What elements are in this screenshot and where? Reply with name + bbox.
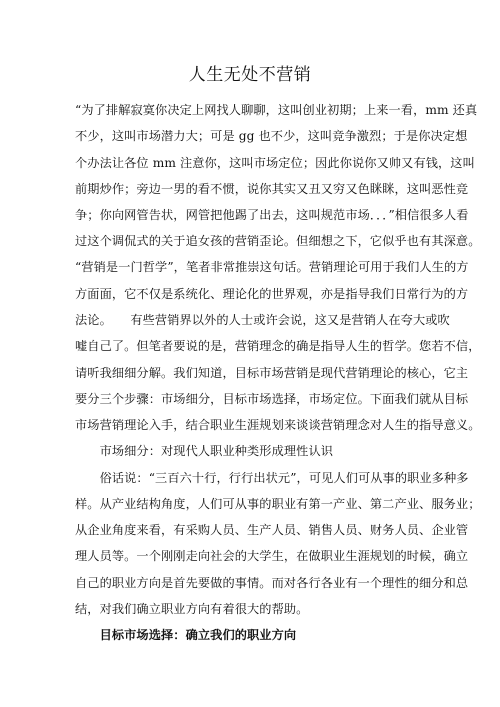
document-title: 人生无处不营销 — [188, 65, 312, 85]
paragraph-line: “营销是一门哲学”，笔者非常推崇这句话。营销理论可用于我们人生的方 — [75, 260, 469, 274]
paragraph-line: 自己的职业方向是首先要做的事情。而对各行各业有一个理性的细分和总 — [75, 576, 469, 590]
paragraph-line: 理人员等。一个刚刚走向社会的大学生，在做职业生涯规划的时候，确立 — [75, 549, 469, 563]
paragraph-line: 要分三个步骤：市场细分，目标市场选择，市场定位。下面我们就从目标 — [75, 392, 469, 406]
paragraph-line: 俗话说：“三百六十行，行行出状元”，可见人们可从事的职业多种多 — [75, 471, 469, 485]
paragraph-line: 过这个调侃式的关于追女孩的营销歪论。但细想之下，它似乎也有其深意。 — [75, 234, 481, 248]
paragraph-line: 前期炒作；旁边一男的看不惯，说你其实又丑又穷又色眯眯，这叫恶性竞 — [75, 182, 469, 196]
paragraph-line: 结，对我们确立职业方向有着很大的帮助。 — [75, 602, 309, 616]
paragraph-line: 法论。 有些营销界以外的人士或许会说，这又是营销人在夸大或吹 — [75, 313, 450, 327]
paragraph-line: 样。从产业结构角度，人们可从事的职业有第一产业、第二产业、服务业； — [75, 497, 481, 511]
paragraph-line: 争；你向网管告状，网管把他踢了出去，这叫规范市场．．．”相信很多人看 — [75, 208, 469, 222]
paragraph-line: 方面面，它不仅是系统化、理论化的世界观，亦是指导我们日常行为的方 — [75, 287, 469, 301]
paragraph-line: 请听我细细分解。我们知道，目标市场营销是现代营销理论的核心，它主 — [75, 366, 469, 380]
section-heading: 市场细分：对现代人职业种类形成理性认识 — [75, 444, 334, 458]
paragraph-line: 市场营销理论入手，结合职业生涯规划来谈谈营销理念对人生的指导意义。 — [75, 418, 481, 432]
paragraph-line: 个办法让各位 mm 注意你，这叫市场定位；因此你说你又帅又有钱，这叫 — [75, 156, 475, 170]
paragraph-line: “为了排解寂寞你决定上网找人聊聊，这叫创业初期；上来一看，mm 还真 — [75, 103, 478, 117]
paragraph-line: 嘘自己了。但笔者要说的是，营销理念的确是指导人生的哲学。您若不信， — [75, 339, 481, 353]
section-heading: 目标市场选择：确立我们的职业方向 — [75, 628, 297, 642]
paragraph-line: 从企业角度来看，有采购人员、生产人员、销售人员、财务人员、企业管 — [75, 523, 469, 537]
paragraph-line: 不少，这叫市场潜力大；可是 gg 也不少，这叫竞争激烈；于是你决定想 — [75, 129, 468, 143]
